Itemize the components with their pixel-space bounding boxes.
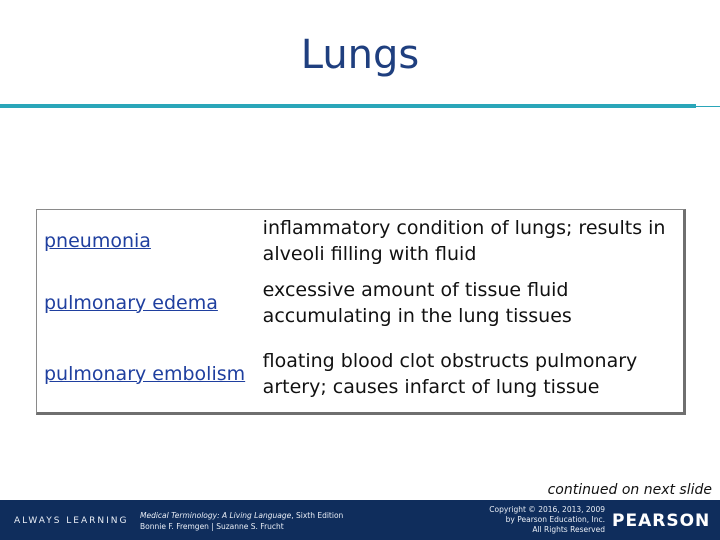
book-edition: , Sixth Edition [291, 511, 344, 520]
term-link-pulmonary-edema[interactable]: pulmonary edema [44, 291, 218, 314]
footer-tagline: ALWAYS LEARNING [14, 516, 129, 526]
book-authors: Bonnie F. Fremgen | Suzanne S. Frucht [140, 522, 284, 531]
table-row [37, 271, 683, 334]
term-cell[interactable] [37, 210, 252, 271]
copyright-line: Copyright © 2016, 2013, 2009 [489, 505, 605, 514]
terms-table [36, 209, 686, 415]
slide-title: Lungs [300, 32, 420, 78]
continued-note: continued on next slide [547, 482, 712, 498]
table-row [37, 334, 683, 413]
copyright-line: All Rights Reserved [532, 525, 605, 534]
pearson-logo: PEARSON [612, 511, 711, 531]
copyright-line: by Pearson Education, Inc. [505, 515, 605, 524]
book-title-line [140, 510, 343, 521]
title-underline [0, 104, 696, 108]
book-title: Medical Terminology: A Living Language [140, 511, 292, 520]
term-cell[interactable] [37, 334, 252, 413]
title-underline-tail [696, 106, 720, 107]
footer-book-info [140, 510, 343, 532]
footer-bar [0, 500, 720, 540]
definition-cell: excessive amount of tissue fluid accumulating in the lung tissues [262, 278, 572, 327]
footer-copyright [455, 505, 605, 535]
definition-cell: inflammatory condition of lungs; results in alveoli filling with fluid [262, 216, 666, 265]
table-row [37, 210, 683, 271]
term-cell[interactable] [37, 271, 252, 334]
term-link-pneumonia[interactable]: pneumonia [44, 229, 151, 252]
term-link-pulmonary-embolism[interactable]: pulmonary embolism [44, 362, 246, 385]
definition-cell: floating blood clot obstructs pulmonary artery; causes infarct of lung tissue [262, 349, 638, 398]
